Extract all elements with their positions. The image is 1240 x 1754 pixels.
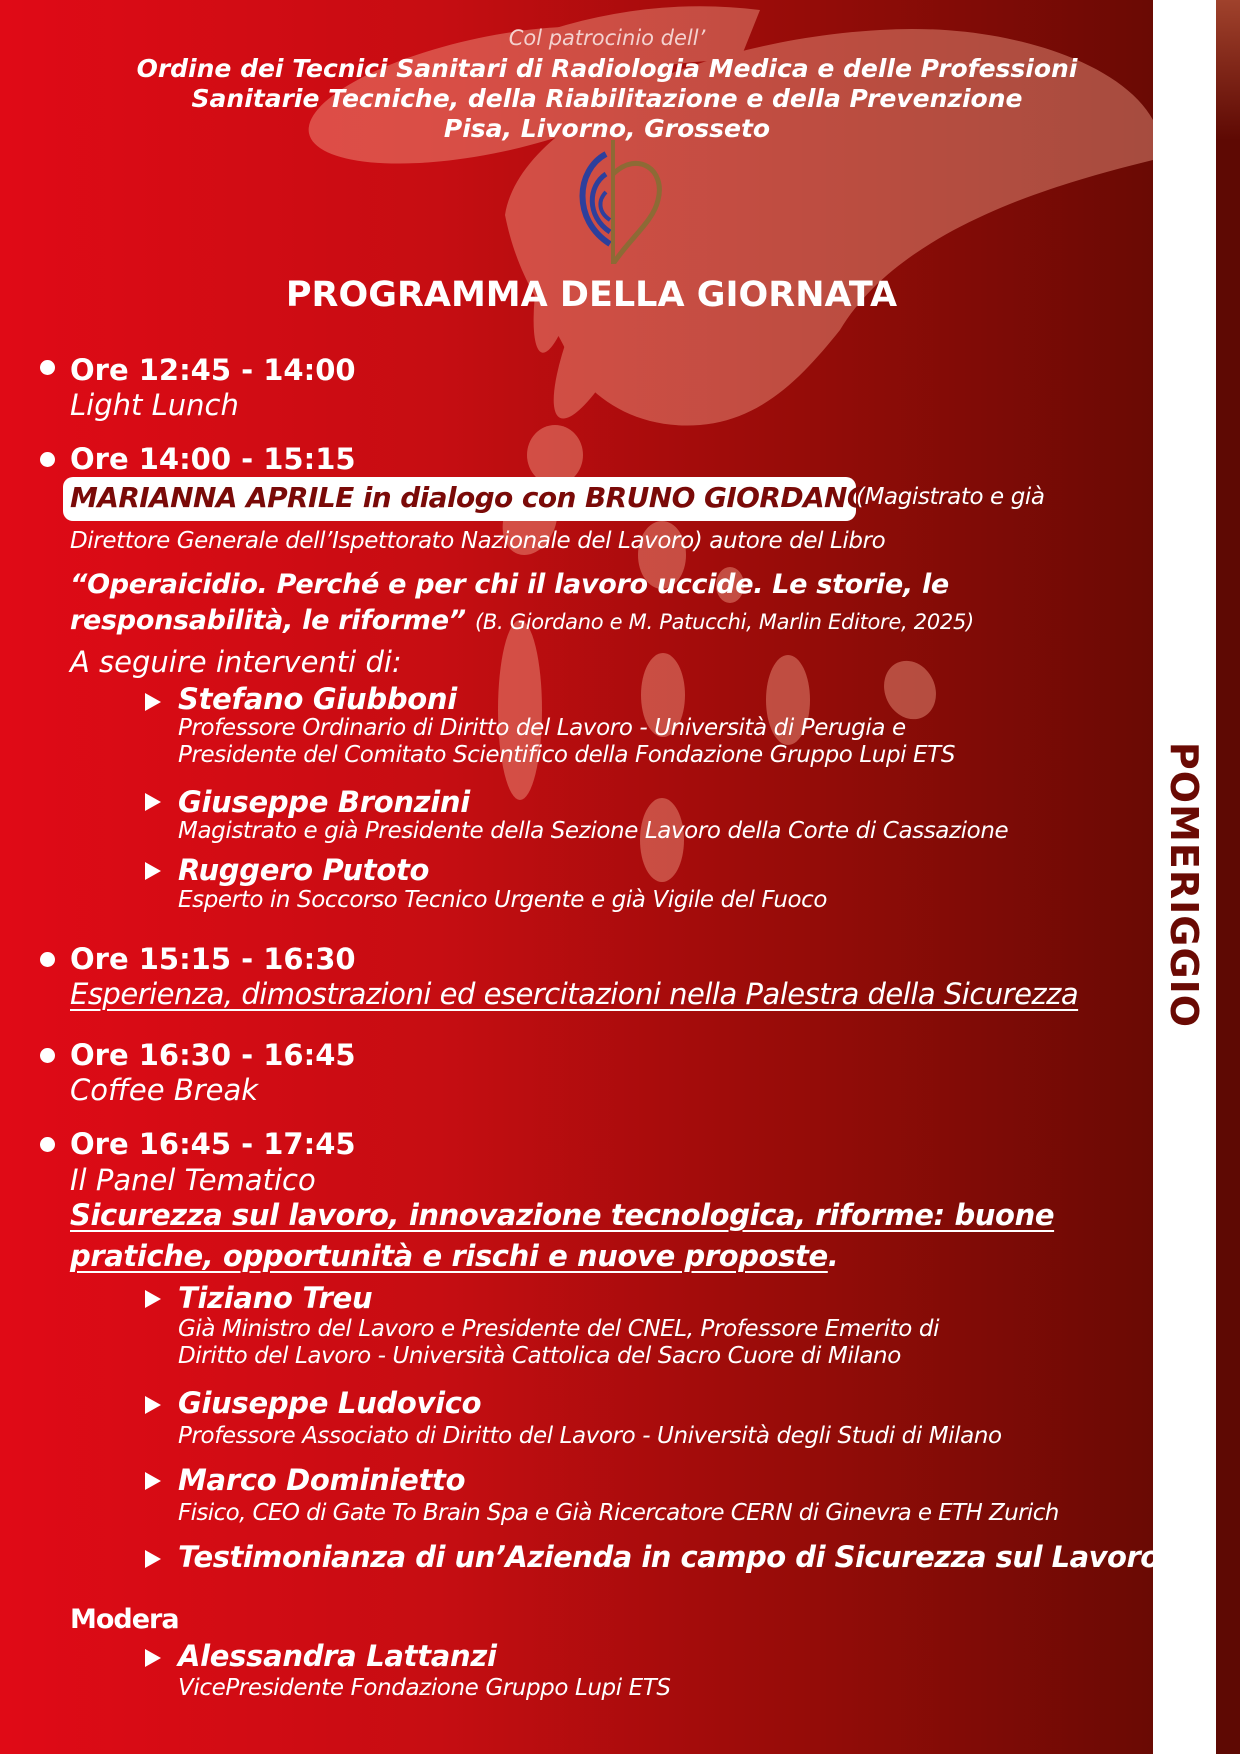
panel-subtitle: Il Panel Tematico bbox=[70, 1163, 316, 1197]
speaker-role: Professore Associato di Diritto del Lavoro - Università degli Studi di Milano bbox=[178, 1423, 1002, 1449]
side-label-text: POMERIGGIO bbox=[1162, 741, 1207, 1029]
speaker-role: Magistrato e già Presidente della Sezione Lavoro della Corte di Cassazione bbox=[178, 818, 1009, 844]
session-title: Coffee Break bbox=[70, 1073, 259, 1107]
speaker-name: Giuseppe Ludovico bbox=[178, 1386, 482, 1420]
session-title: Esperienza, dimostrazioni ed esercitazioni nella Palestra della Sicurezza bbox=[70, 977, 1079, 1011]
speaker-arrow-icon bbox=[145, 1550, 161, 1568]
session-bullet bbox=[40, 452, 55, 467]
giordano-role-end: Direttore Generale dell’Ispettorato Nazionale del Lavoro) autore del Libro bbox=[70, 528, 886, 554]
panel-title-end: . bbox=[827, 1239, 839, 1273]
ordine-logo-icon bbox=[558, 140, 668, 264]
moderator-role: VicePresidente Fondazione Gruppo Lupi ETS bbox=[178, 1675, 671, 1701]
speaker-arrow-icon bbox=[145, 693, 161, 711]
speaker-role: Presidente del Comitato Scientifico della Fondazione Gruppo Lupi ETS bbox=[178, 742, 956, 768]
session-title: Light Lunch bbox=[70, 388, 239, 422]
speaker-name: Stefano Giubboni bbox=[178, 682, 457, 716]
patrocinio-text: Col patrocinio dell’ bbox=[508, 26, 706, 50]
header bbox=[0, 26, 1214, 144]
book-title-text: “Operaicidio. Perché e per chi il lavoro uccide. Le storie, le responsabilità, le riforme” bbox=[70, 569, 949, 636]
speaker-role: Diritto del Lavoro - Università Cattolica del Sacro Cuore di Milano bbox=[178, 1343, 901, 1369]
speaker-arrow-icon bbox=[145, 793, 161, 811]
giordano-role-start: (Magistrato e già bbox=[856, 484, 1045, 510]
panel-title-line-2 bbox=[70, 1239, 838, 1273]
ordine-line-2: Sanitarie Tecniche, della Riabilitazione e della Prevenzione bbox=[191, 84, 1023, 113]
side-label bbox=[1153, 740, 1216, 1030]
moderator-name: Alessandra Lattanzi bbox=[178, 1639, 497, 1673]
program-title: PROGRAMMA DELLA GIORNATA bbox=[285, 275, 898, 315]
session-bullet bbox=[40, 360, 55, 375]
session-time: Ore 14:00 - 15:15 bbox=[70, 442, 356, 476]
session-time: Ore 16:45 - 17:45 bbox=[70, 1127, 356, 1161]
session-bullet bbox=[40, 1137, 55, 1152]
book-title bbox=[70, 567, 1080, 640]
session-bullet bbox=[40, 1048, 55, 1063]
moderator-label: Modera bbox=[70, 1604, 179, 1635]
session-bullet bbox=[40, 952, 55, 967]
speaker-arrow-icon bbox=[145, 1649, 161, 1667]
speaker-role: Esperto in Soccorso Tecnico Urgente e già Vigile del Fuoco bbox=[178, 887, 828, 913]
ordine-line-1: Ordine dei Tecnici Sanitari di Radiologia Medica e delle Professioni bbox=[136, 54, 1078, 83]
speaker-arrow-icon bbox=[145, 1472, 161, 1490]
speaker-name: Marco Dominietto bbox=[178, 1463, 466, 1497]
book-meta: (B. Giordano e M. Patucchi, Marlin Editore, 2025) bbox=[474, 610, 974, 634]
session-time: Ore 12:45 - 14:00 bbox=[70, 353, 356, 387]
panel-title-line-1: Sicurezza sul lavoro, innovazione tecnologica, riforme: buone bbox=[70, 1198, 1055, 1232]
speaker-role: Già Ministro del Lavoro e Presidente del CNEL, Professore Emerito di bbox=[178, 1316, 940, 1342]
ordine-line-3: Pisa, Livorno, Grosseto bbox=[443, 114, 771, 143]
speaker-name: Tiziano Treu bbox=[178, 1281, 373, 1315]
follow-label: A seguire interventi di: bbox=[70, 645, 402, 679]
panel-title-line-2-text: pratiche, opportunità e rischi e nuove proposte bbox=[70, 1239, 828, 1273]
dialogue-highlight: MARIANNA APRILE in dialogo con BRUNO GIORDANO bbox=[70, 481, 871, 514]
speaker-role: Professore Ordinario di Diritto del Lavoro - Università di Perugia e bbox=[178, 715, 906, 741]
session-time: Ore 15:15 - 16:30 bbox=[70, 942, 356, 976]
speaker-role: Fisico, CEO di Gate To Brain Spa e Già Ricercatore CERN di Ginevra e ETH Zurich bbox=[178, 1500, 1059, 1526]
speaker-arrow-icon bbox=[145, 862, 161, 880]
edge-strip bbox=[1216, 0, 1240, 1754]
speaker-name: Giuseppe Bronzini bbox=[178, 785, 470, 819]
speaker-arrow-icon bbox=[145, 1290, 161, 1308]
company-testimony: Testimonianza di un’Azienda in campo di Sicurezza sul Lavoro bbox=[178, 1540, 1160, 1574]
speaker-name: Ruggero Putoto bbox=[178, 853, 430, 887]
session-time: Ore 16:30 - 16:45 bbox=[70, 1038, 356, 1072]
speaker-arrow-icon bbox=[145, 1396, 161, 1414]
